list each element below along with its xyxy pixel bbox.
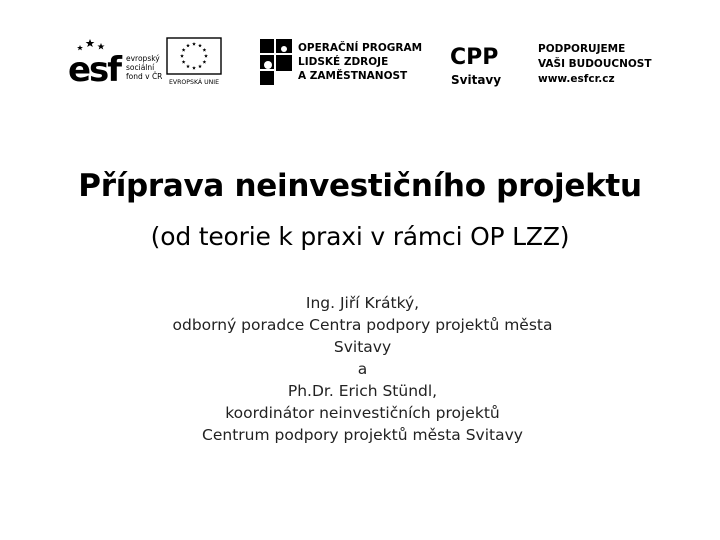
author-line: Svitavy <box>333 338 392 356</box>
op-line-2: LIDSKÉ ZDROJE <box>298 56 389 68</box>
cpp-city: Svitavy <box>451 73 502 87</box>
eu-flag-logo <box>166 37 222 87</box>
author-line: a <box>357 360 368 378</box>
logo-bar <box>0 30 720 95</box>
authors-block <box>140 292 585 446</box>
slogan-line-2: VAŠI BUDOUCNOST <box>538 58 652 70</box>
slogan-line-3: www.esfcr.cz <box>538 73 615 85</box>
author-line: Ph.Dr. Erich Stündl, <box>287 382 438 400</box>
op-lzz-logo <box>258 37 428 87</box>
esf-caption-2: sociální <box>126 63 155 72</box>
esf-caption-1: evropský <box>126 54 160 63</box>
esf-logo <box>68 37 164 87</box>
esf-wordmark: esf <box>68 50 121 87</box>
author-line: Centrum podpory projektů města Svitavy <box>202 426 523 444</box>
cpp-title: CPP <box>450 45 499 70</box>
op-line-3: A ZAMĚSTNANOST <box>298 70 408 82</box>
slide-subtitle: (od teorie k praxi v rámci OP LZZ) <box>150 222 570 251</box>
slide-title: Příprava neinvestičního projektu <box>78 168 642 204</box>
author-line: odborný poradce Centra podpory projektů města <box>172 316 553 334</box>
author-line: koordinátor neinvestičních projektů <box>225 404 500 422</box>
slogan-line-1: PODPORUJEME <box>538 43 626 55</box>
eu-caption: EVROPSKÁ UNIE <box>168 79 220 86</box>
slogan-logo <box>536 38 666 88</box>
cpp-svitavy-logo <box>448 40 518 88</box>
op-line-1: OPERAČNÍ PROGRAM <box>298 42 423 54</box>
esf-caption-3: fond v ČR <box>126 72 163 81</box>
author-line: Ing. Jiří Krátký, <box>305 294 420 312</box>
